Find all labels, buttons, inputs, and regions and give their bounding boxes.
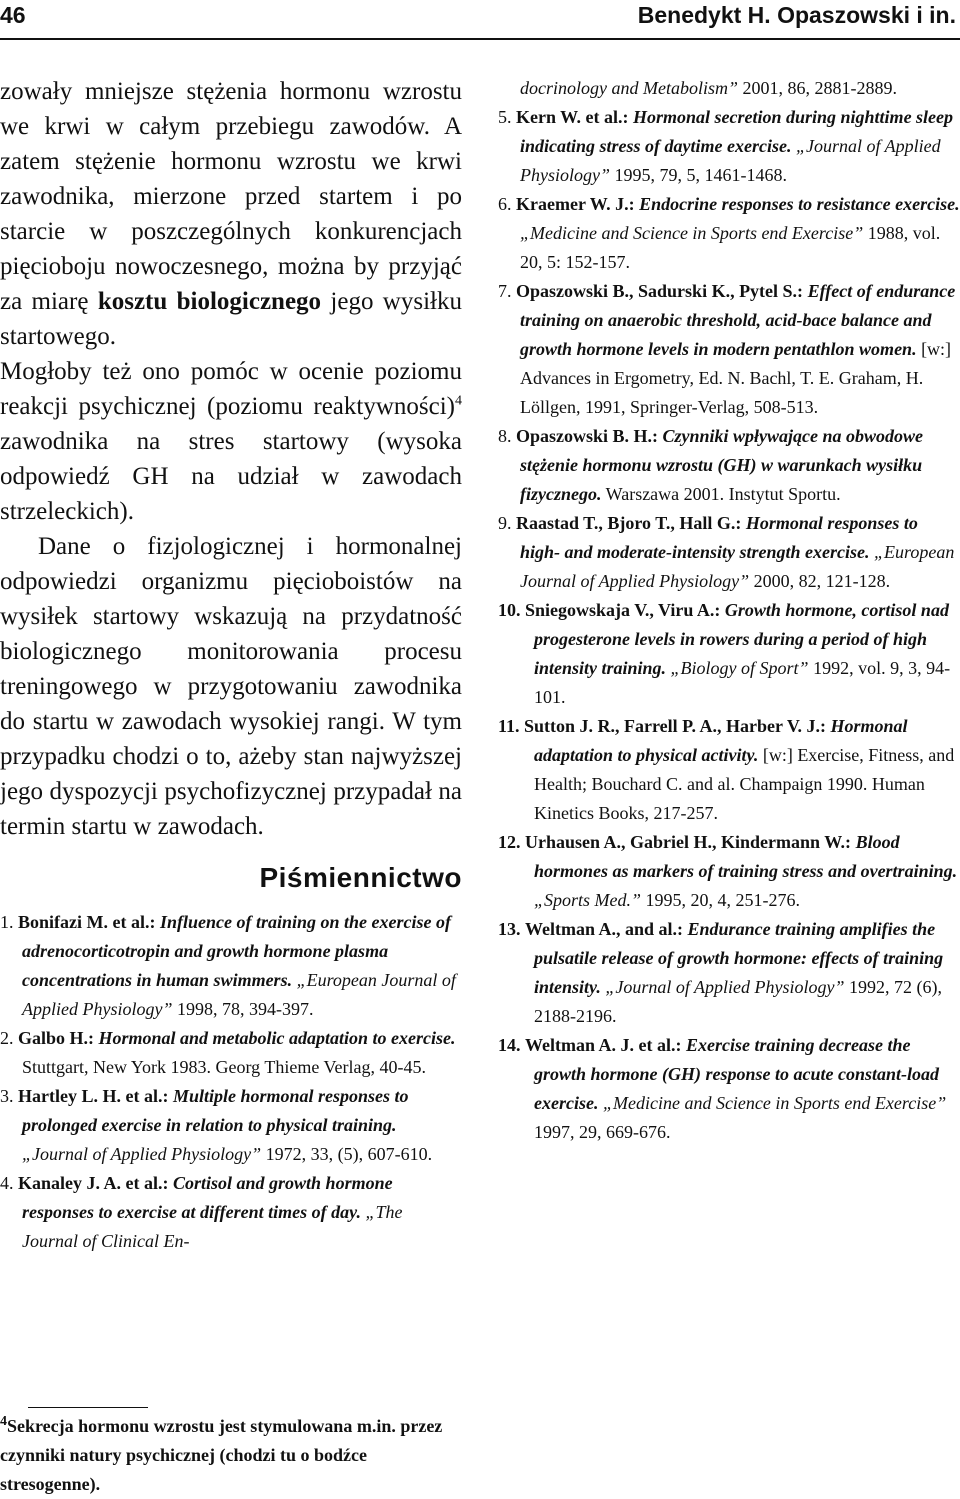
footnote-rule xyxy=(28,1407,148,1408)
paragraph-1: zowały mniejsze stężenia hormonu wzrostu we krwi w całym przebiegu zawodów. A zatem stężenie hormonu wzrostu we krwi zawodnika, mierzone przed startem i po starcie w poszczególnych konkurencjach pięcioboju nowoczesnego, można by przyjąć za miarę kosztu biologicznego jego wysiłku startowego. xyxy=(0,78,462,350)
paragraph-3: Dane o fizjologicznej i hormonalnej odpowiedzi organizmu pięcioboistów na wysiłek startowy wskazują na przydatność biologicznego monitorowania procesu treningowego w przygotowaniu zawodnika do startu w zawodach wysokiej rangi. W tym przypadku chodzi o to, ażeby stan najwyższej jego dyspozycji psychofizycznej przypadał na termin startu w zawodach. xyxy=(0,533,462,840)
reference-item: 6. Kraemer W. J.: Endocrine responses to resistance exercise. „Medicine and Science in Sports end Exercise” 1988, vol. 20, 5: 152-157. xyxy=(498,194,960,272)
left-column xyxy=(0,74,462,1256)
footnote-text: Sekrecja hormonu wzrostu jest stymulowana m.in. przez czynniki natury psychicznej (chodzi tu o bodźce stresogenne). xyxy=(0,1416,443,1494)
reference-list-right xyxy=(498,74,960,1147)
reference-item: 9. Raastad T., Bjoro T., Hall G.: Hormonal responses to high- and moderate-intensity strength exercise. „European Journal of Applied Physiology” 2000, 82, 121-128. xyxy=(498,513,955,591)
reference-item: 11. Sutton J. R., Farrell P. A., Harber V. J.: Hormonal adaptation to physical activity. [w:] Exercise, Fitness, and Health; Bouchard C. and al. Champaign 1990. Human Kinetics Books, 217-257. xyxy=(498,716,955,823)
reference-item: 3. Hartley L. H. et al.: Multiple hormonal responses to prolonged exercise in relation to physical training. „Journal of Applied Physiology” 1972, 33, (5), 607-610. xyxy=(0,1086,433,1164)
reference-list-left xyxy=(0,908,462,1256)
references-heading: Piśmiennictwo xyxy=(259,862,462,893)
reference-item: 12. Urhausen A., Gabriel H., Kindermann W.: Blood hormones as markers of training stress and overtraining. „Sports Med.” 1995, 20, 4, 251-276. xyxy=(498,832,958,910)
footnote-ref: 4 xyxy=(455,393,462,409)
page-header xyxy=(0,0,960,44)
running-head: Benedykt H. Opaszowski i in. xyxy=(637,2,956,28)
reference-item: 5. Kern W. et al.: Hormonal secretion during nighttime sleep indicating stress of daytime exercise. „Journal of Applied Physiology” 1995, 79, 5, 1461-1468. xyxy=(498,107,954,185)
reference-item: 8. Opaszowski B. H.: Czynniki wpływające na obwodowe stężenie hormonu wzrostu (GH) w warunkach wysiłku fizycznego. Warszawa 2001. Instytut Sportu. xyxy=(498,426,924,504)
footnote xyxy=(0,1412,462,1499)
reference-item: 4. Kanaley J. A. et al.: Cortisol and growth hormone responses to exercise at different times of day. „The Journal of Clinical En- xyxy=(0,1173,403,1251)
page-number: 46 xyxy=(0,2,26,28)
reference-item: 1. Bonifazi M. et al.: Influence of training on the exercise of adrenocorticotropin and growth hormone plasma concentrations in human swimmers. „European Journal of Applied Physiology” 1998, 78, 394-397. xyxy=(0,912,456,1019)
paragraph-2: Mogłoby też ono pomóc w ocenie poziomu reakcji psychicznej (poziomu reaktywności)$^4$ zawodnika na stres startowy (wysoka odpowiedź GH na udział w zawodach strzeleckich). xyxy=(0,358,462,525)
emphasis: kosztu biologicznego xyxy=(97,288,322,315)
body-text xyxy=(0,74,462,844)
reference-item: 14. Weltman A. J. et al.: Exercise training decrease the growth hormone (GH) response to acute constant-load exercise. „Medicine and Science in Sports end Exercise” 1997, 29, 669-676. xyxy=(498,1035,947,1142)
right-column xyxy=(498,74,960,1147)
reference-item: 10. Sniegowskaja V., Viru A.: Growth hormone, cortisol nad progesterone levels in rowers during a period of high intensity training. „Biology of Sport” 1992, vol. 9, 3, 94-101. xyxy=(498,600,951,707)
footnote-marker: 4 xyxy=(0,1414,7,1429)
header-rule xyxy=(0,38,960,40)
reference-item: 7. Opaszowski B., Sadurski K., Pytel S.: Effect of endurance training on anaerobic threshold, acid-bace balance and growth hormone levels in modern pentathlon women. [w:] Advances in Ergometry, Ed. N. Bachl, T. E. Graham, H. Löllgen, 1991, Springer-Verlag, 508-513. xyxy=(498,281,956,417)
reference-item: 2. Galbo H.: Hormonal and metabolic adaptation to exercise. Stuttgart, New York 1983. Georg Thieme Verlag, 40-45. xyxy=(0,1028,456,1077)
reference-item: 13. Weltman A., and al.: Endurance training amplifies the pulsatile release of growth hormone: effects of training intensity. „Journal of Applied Physiology” 1992, 72 (6), 2188-2196. xyxy=(498,919,944,1026)
reference-continuation: docrinology and Metabolism” 2001, 86, 2881-2889. xyxy=(520,78,897,98)
